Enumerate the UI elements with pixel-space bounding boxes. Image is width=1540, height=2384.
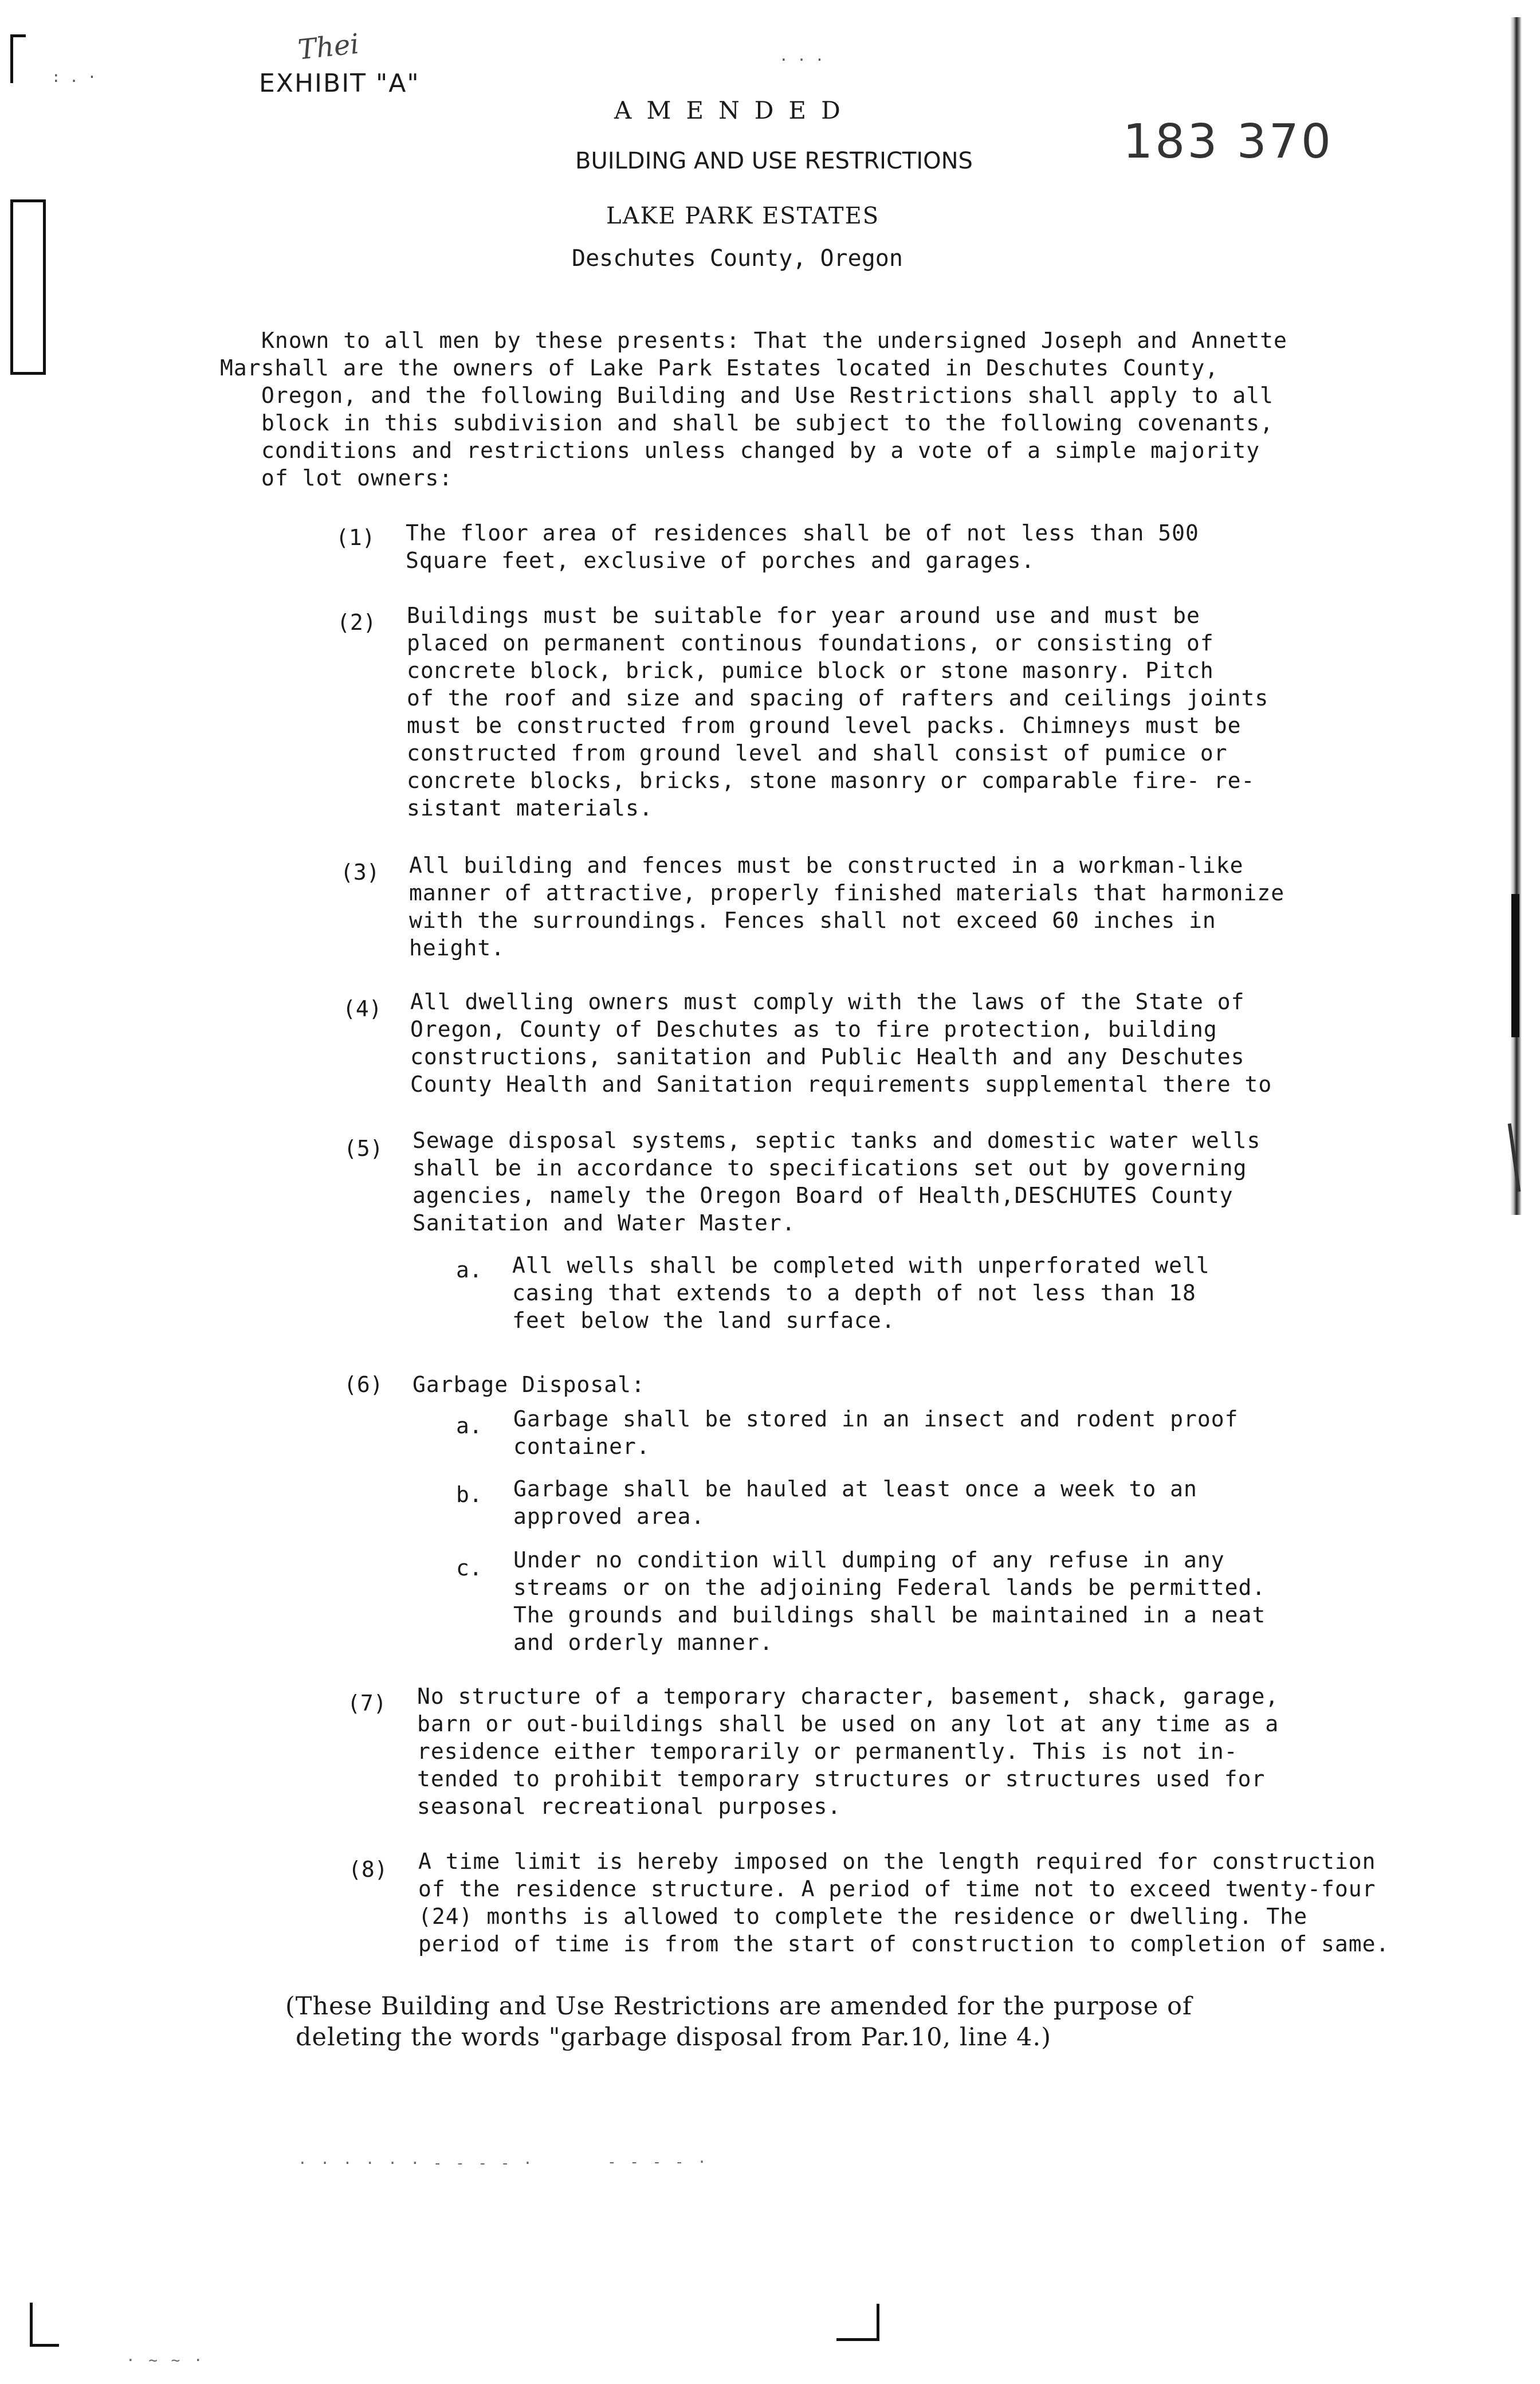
scan-speck: · ~ ~ · [126,2352,205,2369]
intro-line: Oregon, and the following Building and Use Restrictions shall apply to all [261,383,1274,408]
intro-line: of lot owners: [261,465,453,491]
amendment-note-line: (These Building and Use Restrictions are amended for the purpose of [285,1992,1192,2021]
subitem-line: and orderly manner. [513,1630,773,1655]
item-line: A time limit is hereby imposed on the length required for construction [418,1849,1376,1874]
item-line: must be constructed from ground level packs. Chimneys must be [407,713,1242,738]
item-line: height. [409,935,505,960]
item-line: tended to prohibit temporary structures or structures used for [417,1766,1266,1791]
item-number: (1) [336,525,375,550]
scan-speck: - - - - · [607,2154,709,2171]
intro-line: conditions and restrictions unless changed by a vote of a simple majority [261,438,1260,463]
exhibit-label: EXHIBIT "A" [259,69,420,98]
item-number: (8) [348,1857,388,1882]
item-line: The floor area of residences shall be of not less than 500 [406,520,1199,546]
item-number: (7) [347,1691,387,1716]
item-line: with the surroundings. Fences shall not exceed 60 inches in [409,908,1216,933]
item-line: seasonal recreational purposes. [417,1794,842,1819]
punch-hole-mark [10,199,46,375]
item-line: shall be in accordance to specifications set out by governing [412,1155,1247,1181]
item-line: All dwelling owners must comply with the laws of the State of [410,989,1245,1014]
document-title: BUILDING AND USE RESTRICTIONS [575,148,973,174]
scan-speck: · · · · · · - - - - · [298,2155,535,2172]
scan-speck: : . · [52,69,97,86]
item-line: constructions, sanitation and Public Health and any Deschutes [410,1044,1245,1069]
intro-line: Known to all men by these presents: That the undersigned Joseph and Annette [261,328,1287,353]
item-line: period of time is from the start of construction to completion of same. [418,1931,1390,1956]
subitem-letter: c. [456,1555,482,1581]
item-line: sistant materials. [407,795,653,821]
scan-corner-mark-bottom-right [836,2304,879,2341]
subitem-letter: b. [456,1482,482,1507]
subitem-line: All wells shall be completed with unperforated well [512,1253,1210,1278]
scan-speck: · · · [779,52,824,69]
subitem-letter: a. [456,1257,482,1283]
subitem-letter: a. [456,1413,482,1438]
item-line: Square feet, exclusive of porches and garages. [406,548,1035,573]
item-line: No structure of a temporary character, basement, shack, garage, [417,1684,1279,1709]
scan-corner-mark-top-left [10,34,26,83]
item-line: of the roof and size and spacing of rafters and ceilings joints [407,685,1269,711]
subitem-line: approved area. [513,1504,705,1529]
item-line: Oregon, County of Deschutes as to fire protection, building [410,1017,1217,1042]
handwritten-initials: Thei [296,28,361,66]
item-line: manner of attractive, properly finished materials that harmonize [409,880,1285,905]
subitem-line: The grounds and buildings shall be maintained in a neat [513,1602,1266,1628]
item-number: (6) [344,1372,383,1397]
item-line: County Health and Sanitation requirements supplemental there to [410,1072,1272,1097]
item-number: (5) [344,1136,383,1161]
subitem-line: Under no condition will dumping of any refuse in any [513,1547,1225,1573]
subitem-line: feet below the land surface. [512,1308,895,1333]
item-line: constructed from ground level and shall consist of pumice or [407,740,1228,766]
item-line: Sanitation and Water Master. [412,1210,796,1236]
amended-heading: AMENDED [614,96,855,124]
scan-edge-shadow-dark [1511,894,1519,1037]
item-line: (24) months is allowed to complete the residence or dwelling. The [418,1904,1308,1929]
item-line: concrete block, brick, pumice block or stone masonry. Pitch [407,658,1214,683]
subitem-line: Garbage shall be stored in an insect and rodent proof [513,1406,1239,1432]
subitem-line: container. [513,1434,650,1459]
item-line: Sewage disposal systems, septic tanks and domestic water wells [412,1128,1261,1153]
item-line: of the residence structure. A period of time not to exceed twenty-four [418,1876,1376,1901]
subitem-line: casing that extends to a depth of not less than 18 [512,1280,1196,1305]
item-line: placed on permanent continous foundations, or consisting of [407,630,1214,656]
item-number: (3) [340,860,380,885]
county-line: Deschutes County, Oregon [572,245,903,272]
subitem-line: streams or on the adjoining Federal lands be permitted. [513,1575,1266,1600]
item-line: All building and fences must be constructed in a workman-like [409,853,1244,878]
item-line: barn or out-buildings shall be used on any lot at any time as a [417,1711,1279,1736]
estate-name: LAKE PARK ESTATES [606,203,880,229]
item-number: (4) [343,996,382,1021]
item-line: residence either temporarily or permanently. This is not in- [417,1739,1238,1764]
amendment-note-line: deleting the words "garbage disposal from Par.10, line 4.) [296,2023,1051,2052]
item-line: Buildings must be suitable for year around use and must be [407,603,1200,628]
intro-line: block in this subdivision and shall be subject to the following covenants, [261,410,1274,436]
item-line: agencies, namely the Oregon Board of Health,DESCHUTES County [412,1183,1233,1208]
recording-stamp: 183 370 [1123,115,1334,169]
scan-corner-mark-bottom-left [30,2303,59,2347]
item-line: concrete blocks, bricks, stone masonry or comparable fire- re- [407,768,1255,793]
intro-line: Marshall are the owners of Lake Park Estates located in Deschutes County, [220,355,1219,381]
item-number: (2) [337,610,376,635]
item-line: Garbage Disposal: [412,1372,645,1397]
subitem-line: Garbage shall be hauled at least once a week to an [513,1476,1197,1501]
